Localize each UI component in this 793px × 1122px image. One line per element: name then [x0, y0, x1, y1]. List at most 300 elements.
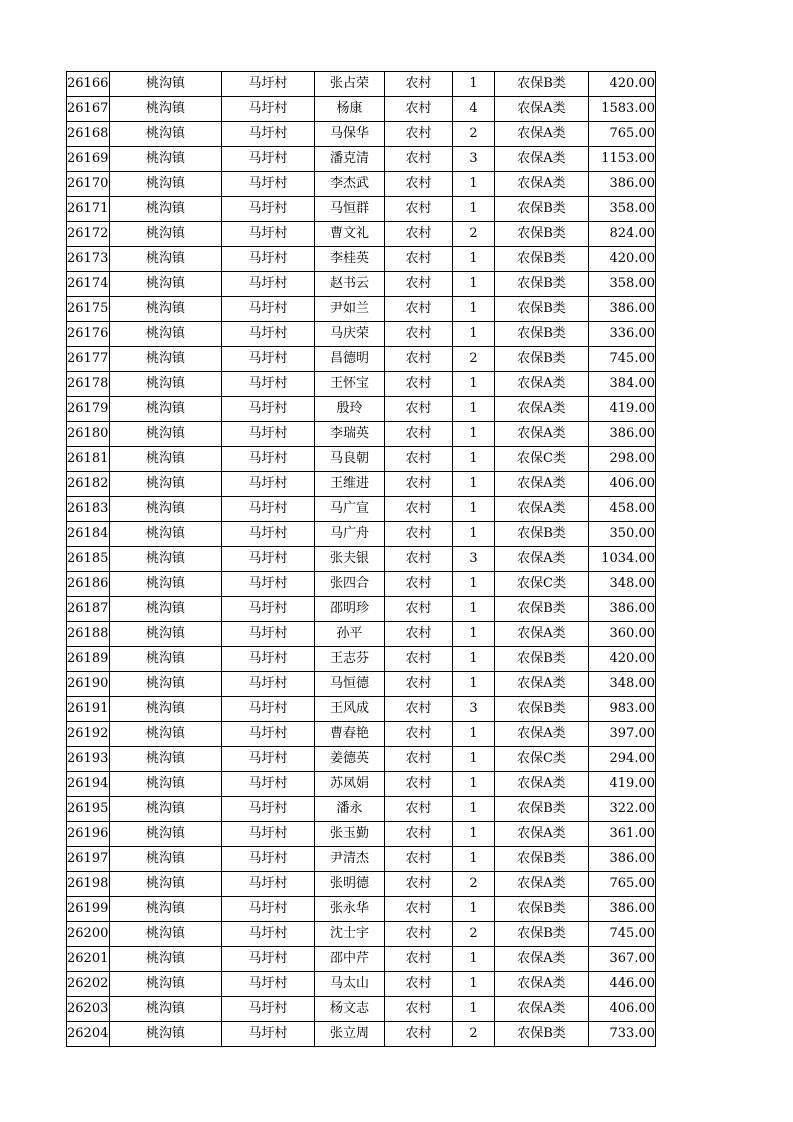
record-id-cell: 26198 — [67, 872, 110, 897]
record-id-cell: 26178 — [67, 372, 110, 397]
town-cell: 桃沟镇 — [110, 622, 222, 647]
record-id-cell: 26186 — [67, 572, 110, 597]
village-cell: 马圩村 — [222, 997, 315, 1022]
insurance-category-cell: 农保C类 — [495, 572, 589, 597]
household-count-cell: 1 — [453, 847, 495, 872]
record-id-cell: 26200 — [67, 922, 110, 947]
town-cell: 桃沟镇 — [110, 922, 222, 947]
household-count-cell: 1 — [453, 772, 495, 797]
insurance-category-cell: 农保A类 — [495, 672, 589, 697]
amount-cell: 765.00 — [589, 122, 656, 147]
village-cell: 马圩村 — [222, 347, 315, 372]
household-count-cell: 1 — [453, 397, 495, 422]
person-name-cell: 马广舟 — [315, 522, 385, 547]
person-name-cell: 曹文礼 — [315, 222, 385, 247]
table-row — [67, 1022, 656, 1047]
record-id-cell: 26175 — [67, 297, 110, 322]
area-type-cell: 农村 — [385, 722, 453, 747]
person-name-cell: 张永华 — [315, 897, 385, 922]
area-type-cell: 农村 — [385, 522, 453, 547]
village-cell: 马圩村 — [222, 447, 315, 472]
record-id-cell: 26194 — [67, 772, 110, 797]
amount-cell: 420.00 — [589, 72, 656, 97]
record-id-cell: 26197 — [67, 847, 110, 872]
area-type-cell: 农村 — [385, 747, 453, 772]
person-name-cell: 王怀宝 — [315, 372, 385, 397]
village-cell: 马圩村 — [222, 1022, 315, 1047]
table-row — [67, 922, 656, 947]
village-cell: 马圩村 — [222, 222, 315, 247]
insurance-category-cell: 农保B类 — [495, 847, 589, 872]
town-cell: 桃沟镇 — [110, 97, 222, 122]
household-count-cell: 1 — [453, 522, 495, 547]
amount-cell: 348.00 — [589, 572, 656, 597]
village-cell: 马圩村 — [222, 72, 315, 97]
table-row — [67, 122, 656, 147]
area-type-cell: 农村 — [385, 897, 453, 922]
person-name-cell: 潘永 — [315, 797, 385, 822]
record-id-cell: 26181 — [67, 447, 110, 472]
town-cell: 桃沟镇 — [110, 247, 222, 272]
table-row — [67, 797, 656, 822]
town-cell: 桃沟镇 — [110, 397, 222, 422]
person-name-cell: 李桂英 — [315, 247, 385, 272]
household-count-cell: 1 — [453, 622, 495, 647]
household-count-cell: 1 — [453, 297, 495, 322]
household-count-cell: 1 — [453, 447, 495, 472]
person-name-cell: 姜德英 — [315, 747, 385, 772]
table-row — [67, 272, 656, 297]
amount-cell: 983.00 — [589, 697, 656, 722]
town-cell: 桃沟镇 — [110, 172, 222, 197]
insurance-category-cell: 农保B类 — [495, 272, 589, 297]
household-count-cell: 1 — [453, 322, 495, 347]
village-cell: 马圩村 — [222, 272, 315, 297]
record-id-cell: 26169 — [67, 147, 110, 172]
table-row — [67, 822, 656, 847]
village-cell: 马圩村 — [222, 972, 315, 997]
insurance-category-cell: 农保B类 — [495, 72, 589, 97]
record-id-cell: 26189 — [67, 647, 110, 672]
area-type-cell: 农村 — [385, 147, 453, 172]
record-id-cell: 26172 — [67, 222, 110, 247]
village-cell: 马圩村 — [222, 422, 315, 447]
person-name-cell: 曹春艳 — [315, 722, 385, 747]
area-type-cell: 农村 — [385, 422, 453, 447]
household-count-cell: 1 — [453, 797, 495, 822]
person-name-cell: 邵明珍 — [315, 597, 385, 622]
amount-cell: 384.00 — [589, 372, 656, 397]
village-cell: 马圩村 — [222, 647, 315, 672]
area-type-cell: 农村 — [385, 672, 453, 697]
insurance-category-cell: 农保A类 — [495, 872, 589, 897]
person-name-cell: 马庆荣 — [315, 322, 385, 347]
table-row — [67, 472, 656, 497]
table-row — [67, 772, 656, 797]
person-name-cell: 孙平 — [315, 622, 385, 647]
household-count-cell: 1 — [453, 647, 495, 672]
area-type-cell: 农村 — [385, 172, 453, 197]
town-cell: 桃沟镇 — [110, 522, 222, 547]
town-cell: 桃沟镇 — [110, 997, 222, 1022]
area-type-cell: 农村 — [385, 197, 453, 222]
table-row — [67, 422, 656, 447]
town-cell: 桃沟镇 — [110, 822, 222, 847]
area-type-cell: 农村 — [385, 447, 453, 472]
household-count-cell: 2 — [453, 922, 495, 947]
area-type-cell: 农村 — [385, 772, 453, 797]
town-cell: 桃沟镇 — [110, 897, 222, 922]
village-cell: 马圩村 — [222, 572, 315, 597]
table-row — [67, 972, 656, 997]
person-name-cell: 杨康 — [315, 97, 385, 122]
insurance-category-cell: 农保A类 — [495, 497, 589, 522]
town-cell: 桃沟镇 — [110, 347, 222, 372]
town-cell: 桃沟镇 — [110, 197, 222, 222]
table-row — [67, 547, 656, 572]
village-cell: 马圩村 — [222, 597, 315, 622]
insurance-category-cell: 农保A类 — [495, 147, 589, 172]
table-row — [67, 747, 656, 772]
village-cell: 马圩村 — [222, 672, 315, 697]
table-row — [67, 172, 656, 197]
amount-cell: 386.00 — [589, 597, 656, 622]
person-name-cell: 张明德 — [315, 872, 385, 897]
person-name-cell: 马保华 — [315, 122, 385, 147]
table-row — [67, 872, 656, 897]
household-count-cell: 3 — [453, 697, 495, 722]
insurance-category-cell: 农保A类 — [495, 422, 589, 447]
insurance-category-cell: 农保A类 — [495, 472, 589, 497]
insurance-category-cell: 农保A类 — [495, 122, 589, 147]
record-id-cell: 26171 — [67, 197, 110, 222]
household-count-cell: 1 — [453, 272, 495, 297]
insurance-category-cell: 农保A类 — [495, 97, 589, 122]
amount-cell: 386.00 — [589, 897, 656, 922]
village-cell: 马圩村 — [222, 797, 315, 822]
amount-cell: 1153.00 — [589, 147, 656, 172]
insurance-category-cell: 农保B类 — [495, 597, 589, 622]
town-cell: 桃沟镇 — [110, 222, 222, 247]
amount-cell: 397.00 — [589, 722, 656, 747]
area-type-cell: 农村 — [385, 572, 453, 597]
village-cell: 马圩村 — [222, 172, 315, 197]
insurance-category-cell: 农保B类 — [495, 322, 589, 347]
area-type-cell: 农村 — [385, 972, 453, 997]
insurance-category-cell: 农保B类 — [495, 1022, 589, 1047]
area-type-cell: 农村 — [385, 397, 453, 422]
household-count-cell: 2 — [453, 122, 495, 147]
amount-cell: 458.00 — [589, 497, 656, 522]
record-id-cell: 26177 — [67, 347, 110, 372]
table-row — [67, 297, 656, 322]
town-cell: 桃沟镇 — [110, 847, 222, 872]
person-name-cell: 苏凤娟 — [315, 772, 385, 797]
person-name-cell: 李瑞英 — [315, 422, 385, 447]
record-id-cell: 26184 — [67, 522, 110, 547]
table-row — [67, 897, 656, 922]
village-cell: 马圩村 — [222, 322, 315, 347]
person-name-cell: 张占荣 — [315, 72, 385, 97]
table-row — [67, 847, 656, 872]
insurance-category-cell: 农保B类 — [495, 222, 589, 247]
table-row — [67, 147, 656, 172]
amount-cell: 824.00 — [589, 222, 656, 247]
person-name-cell: 昌德明 — [315, 347, 385, 372]
amount-cell: 1583.00 — [589, 97, 656, 122]
insurance-category-cell: 农保A类 — [495, 772, 589, 797]
table-row — [67, 372, 656, 397]
village-cell: 马圩村 — [222, 472, 315, 497]
insurance-category-cell: 农保A类 — [495, 172, 589, 197]
village-cell: 马圩村 — [222, 747, 315, 772]
village-cell: 马圩村 — [222, 822, 315, 847]
amount-cell: 294.00 — [589, 747, 656, 772]
table-row — [67, 347, 656, 372]
town-cell: 桃沟镇 — [110, 972, 222, 997]
village-cell: 马圩村 — [222, 947, 315, 972]
person-name-cell: 赵书云 — [315, 272, 385, 297]
town-cell: 桃沟镇 — [110, 472, 222, 497]
record-id-cell: 26176 — [67, 322, 110, 347]
table-row — [67, 722, 656, 747]
amount-cell: 386.00 — [589, 422, 656, 447]
person-name-cell: 张玉勤 — [315, 822, 385, 847]
area-type-cell: 农村 — [385, 797, 453, 822]
insurance-category-cell: 农保B类 — [495, 247, 589, 272]
table-row — [67, 197, 656, 222]
amount-cell: 322.00 — [589, 797, 656, 822]
insurance-category-cell: 农保A类 — [495, 722, 589, 747]
person-name-cell: 马太山 — [315, 972, 385, 997]
table-row — [67, 597, 656, 622]
amount-cell: 1034.00 — [589, 547, 656, 572]
area-type-cell: 农村 — [385, 947, 453, 972]
amount-cell: 386.00 — [589, 297, 656, 322]
amount-cell: 420.00 — [589, 247, 656, 272]
village-cell: 马圩村 — [222, 897, 315, 922]
insurance-category-cell: 农保B类 — [495, 347, 589, 372]
person-name-cell: 潘克清 — [315, 147, 385, 172]
area-type-cell: 农村 — [385, 822, 453, 847]
person-name-cell: 张立周 — [315, 1022, 385, 1047]
area-type-cell: 农村 — [385, 1022, 453, 1047]
record-id-cell: 26199 — [67, 897, 110, 922]
person-name-cell: 张四合 — [315, 572, 385, 597]
person-name-cell: 马良朝 — [315, 447, 385, 472]
amount-cell: 358.00 — [589, 272, 656, 297]
town-cell: 桃沟镇 — [110, 722, 222, 747]
record-id-cell: 26187 — [67, 597, 110, 622]
household-count-cell: 1 — [453, 597, 495, 622]
town-cell: 桃沟镇 — [110, 947, 222, 972]
insurance-category-cell: 农保B类 — [495, 697, 589, 722]
table-row — [67, 997, 656, 1022]
area-type-cell: 农村 — [385, 622, 453, 647]
household-count-cell: 1 — [453, 722, 495, 747]
household-count-cell: 2 — [453, 872, 495, 897]
village-cell: 马圩村 — [222, 847, 315, 872]
household-count-cell: 1 — [453, 747, 495, 772]
area-type-cell: 农村 — [385, 247, 453, 272]
household-count-cell: 1 — [453, 172, 495, 197]
insurance-category-cell: 农保B类 — [495, 647, 589, 672]
amount-cell: 419.00 — [589, 397, 656, 422]
insurance-category-cell: 农保A类 — [495, 547, 589, 572]
insurance-category-cell: 农保B类 — [495, 522, 589, 547]
person-name-cell: 马恒群 — [315, 197, 385, 222]
village-cell: 马圩村 — [222, 297, 315, 322]
table-row — [67, 397, 656, 422]
record-id-cell: 26185 — [67, 547, 110, 572]
insurance-category-cell: 农保C类 — [495, 747, 589, 772]
record-id-cell: 26188 — [67, 622, 110, 647]
household-count-cell: 4 — [453, 97, 495, 122]
village-cell: 马圩村 — [222, 247, 315, 272]
town-cell: 桃沟镇 — [110, 1022, 222, 1047]
insurance-category-cell: 农保B类 — [495, 797, 589, 822]
village-cell: 马圩村 — [222, 697, 315, 722]
household-count-cell: 1 — [453, 372, 495, 397]
record-id-cell: 26202 — [67, 972, 110, 997]
roster-body — [67, 72, 656, 1047]
record-id-cell: 26190 — [67, 672, 110, 697]
person-name-cell: 尹清杰 — [315, 847, 385, 872]
amount-cell: 745.00 — [589, 347, 656, 372]
town-cell: 桃沟镇 — [110, 147, 222, 172]
person-name-cell: 王风成 — [315, 697, 385, 722]
record-id-cell: 26170 — [67, 172, 110, 197]
household-count-cell: 1 — [453, 947, 495, 972]
insurance-category-cell: 农保B类 — [495, 922, 589, 947]
record-id-cell: 26193 — [67, 747, 110, 772]
area-type-cell: 农村 — [385, 122, 453, 147]
village-cell: 马圩村 — [222, 772, 315, 797]
village-cell: 马圩村 — [222, 372, 315, 397]
amount-cell: 358.00 — [589, 197, 656, 222]
amount-cell: 745.00 — [589, 922, 656, 947]
amount-cell: 733.00 — [589, 1022, 656, 1047]
household-count-cell: 1 — [453, 672, 495, 697]
household-count-cell: 1 — [453, 972, 495, 997]
town-cell: 桃沟镇 — [110, 647, 222, 672]
town-cell: 桃沟镇 — [110, 447, 222, 472]
person-name-cell: 沈士宇 — [315, 922, 385, 947]
table-row — [67, 947, 656, 972]
area-type-cell: 农村 — [385, 347, 453, 372]
village-cell: 马圩村 — [222, 872, 315, 897]
table-row — [67, 622, 656, 647]
area-type-cell: 农村 — [385, 322, 453, 347]
household-count-cell: 2 — [453, 1022, 495, 1047]
village-cell: 马圩村 — [222, 522, 315, 547]
household-count-cell: 1 — [453, 572, 495, 597]
person-name-cell: 张夫银 — [315, 547, 385, 572]
household-count-cell: 1 — [453, 197, 495, 222]
area-type-cell: 农村 — [385, 472, 453, 497]
household-count-cell: 1 — [453, 822, 495, 847]
insurance-category-cell: 农保A类 — [495, 822, 589, 847]
area-type-cell: 农村 — [385, 372, 453, 397]
area-type-cell: 农村 — [385, 597, 453, 622]
amount-cell: 348.00 — [589, 672, 656, 697]
town-cell: 桃沟镇 — [110, 547, 222, 572]
record-id-cell: 26192 — [67, 722, 110, 747]
village-cell: 马圩村 — [222, 622, 315, 647]
person-name-cell: 马恒德 — [315, 672, 385, 697]
table-row — [67, 572, 656, 597]
person-name-cell: 王维进 — [315, 472, 385, 497]
table-row — [67, 497, 656, 522]
table-row — [67, 247, 656, 272]
town-cell: 桃沟镇 — [110, 672, 222, 697]
area-type-cell: 农村 — [385, 872, 453, 897]
person-name-cell: 李杰武 — [315, 172, 385, 197]
area-type-cell: 农村 — [385, 222, 453, 247]
record-id-cell: 26167 — [67, 97, 110, 122]
amount-cell: 298.00 — [589, 447, 656, 472]
record-id-cell: 26195 — [67, 797, 110, 822]
town-cell: 桃沟镇 — [110, 572, 222, 597]
area-type-cell: 农村 — [385, 647, 453, 672]
insurance-category-cell: 农保A类 — [495, 622, 589, 647]
household-count-cell: 1 — [453, 472, 495, 497]
household-count-cell: 1 — [453, 997, 495, 1022]
record-id-cell: 26179 — [67, 397, 110, 422]
area-type-cell: 农村 — [385, 297, 453, 322]
person-name-cell: 杨文志 — [315, 997, 385, 1022]
town-cell: 桃沟镇 — [110, 372, 222, 397]
town-cell: 桃沟镇 — [110, 772, 222, 797]
table-row — [67, 72, 656, 97]
record-id-cell: 26182 — [67, 472, 110, 497]
roster-table — [66, 71, 656, 1047]
record-id-cell: 26173 — [67, 247, 110, 272]
amount-cell: 406.00 — [589, 997, 656, 1022]
area-type-cell: 农村 — [385, 72, 453, 97]
area-type-cell: 农村 — [385, 547, 453, 572]
insurance-category-cell: 农保A类 — [495, 997, 589, 1022]
insurance-category-cell: 农保B类 — [495, 897, 589, 922]
record-id-cell: 26166 — [67, 72, 110, 97]
amount-cell: 386.00 — [589, 172, 656, 197]
amount-cell: 336.00 — [589, 322, 656, 347]
area-type-cell: 农村 — [385, 272, 453, 297]
person-name-cell: 尹如兰 — [315, 297, 385, 322]
record-id-cell: 26196 — [67, 822, 110, 847]
record-id-cell: 26204 — [67, 1022, 110, 1047]
town-cell: 桃沟镇 — [110, 697, 222, 722]
household-count-cell: 1 — [453, 897, 495, 922]
town-cell: 桃沟镇 — [110, 297, 222, 322]
amount-cell: 419.00 — [589, 772, 656, 797]
record-id-cell: 26201 — [67, 947, 110, 972]
person-name-cell: 殷玲 — [315, 397, 385, 422]
household-count-cell: 3 — [453, 147, 495, 172]
amount-cell: 360.00 — [589, 622, 656, 647]
village-cell: 马圩村 — [222, 497, 315, 522]
area-type-cell: 农村 — [385, 922, 453, 947]
record-id-cell: 26174 — [67, 272, 110, 297]
household-count-cell: 2 — [453, 347, 495, 372]
table-row — [67, 522, 656, 547]
insurance-category-cell: 农保A类 — [495, 947, 589, 972]
record-id-cell: 26191 — [67, 697, 110, 722]
town-cell: 桃沟镇 — [110, 272, 222, 297]
amount-cell: 350.00 — [589, 522, 656, 547]
amount-cell: 765.00 — [589, 872, 656, 897]
amount-cell: 446.00 — [589, 972, 656, 997]
